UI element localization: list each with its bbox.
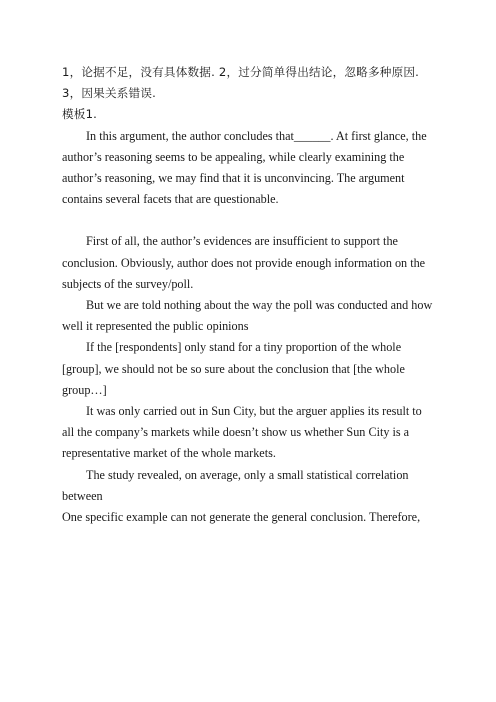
intro-line: 1，论据不足，没有具体数据. 2，过分简单得出结论，忽略多种原因. 3，因果关系错误. <box>62 65 420 101</box>
template-label: 模板1. <box>62 107 98 122</box>
paragraph-study: The study revealed, on average, only a small statistical correlation between <box>62 467 409 503</box>
paragraph-gap <box>62 210 434 231</box>
paragraph-intro: In this argument, the author concludes that______. At first glance, the author’s reasoning seems to be appealing, while clearly examining the author’s reasoning, we may find that it is unconvincing. The argument contains several facets that are questionable. <box>62 128 427 207</box>
document-body <box>62 62 434 528</box>
paragraph-sun-city: It was only carried out in Sun City, but the arguer applies its result to all the company’s markets while doesn’t show us whether Sun City is a representative market of the whole markets. <box>62 404 422 461</box>
paragraph-example: One specific example can not generate the general conclusion. Therefore, <box>62 510 421 525</box>
paragraph-respondents: If the [respondents] only stand for a tiny proportion of the whole [group], we should not be so sure about the conclusion that [the whole group…] <box>62 340 405 397</box>
paragraph-first-of-all: First of all, the author’s evidences are insufficient to support the conclusion. Obviously, author does not provide enough information on the subjects of the survey/poll. <box>62 234 426 291</box>
paragraph-poll: But we are told nothing about the way the poll was conducted and how well it represented the public opinions <box>62 298 433 334</box>
